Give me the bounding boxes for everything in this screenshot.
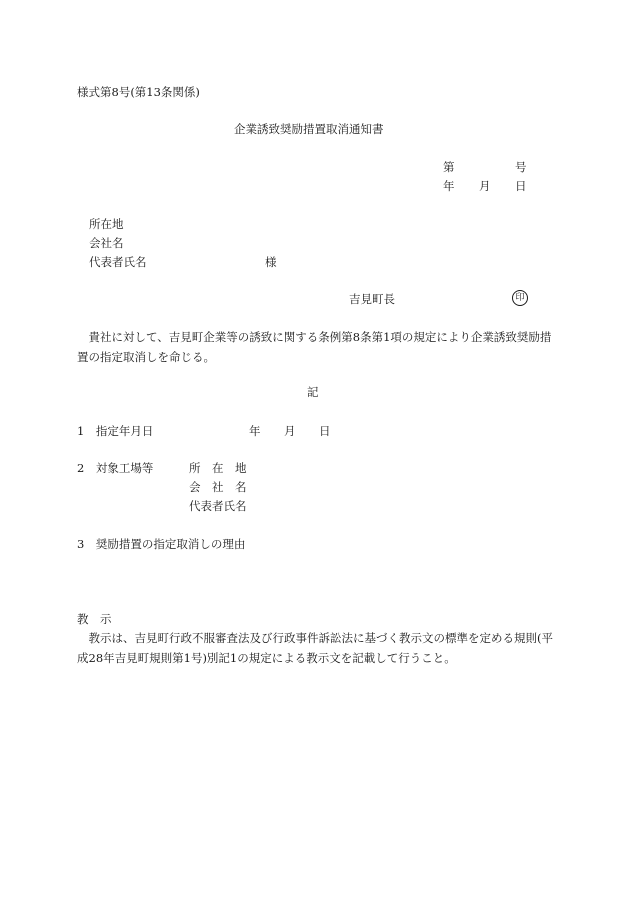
body-paragraph: 貴社に対して、吉見町企業等の誘致に関する条例第8条第1項の規定により企業誘致奨励措置の指定取消しを命じる。 (77, 330, 552, 364)
item3-label: 3 奨励措置の指定取消しの理由 (77, 537, 246, 551)
date-month: 月 (479, 179, 491, 193)
instruction-paragraph: 教示は、吉見町行政不服審査法及び行政事件訴訟法に基づく教示文の標準を定める規則(平成28年吉見町規則第1号)別記1の規定による教示文を記載して行うこと。 (77, 631, 553, 665)
number-prefix: 第 (443, 160, 455, 174)
instruction-heading: 教 示 (77, 612, 112, 626)
date-day: 日 (515, 179, 527, 193)
issuer-title: 吉見町長 (349, 292, 395, 306)
item1-label: 1 指定年月日 (77, 424, 154, 438)
item1-day: 日 (319, 424, 331, 438)
item2-label: 2 対象工場等 (77, 461, 154, 475)
document-title: 企業誘致奨励措置取消通知書 (234, 122, 384, 136)
date-year: 年 (443, 179, 455, 193)
item1-month: 月 (284, 424, 296, 438)
addressee-honorific: 様 (265, 255, 277, 269)
item1-year: 年 (249, 424, 261, 438)
addressee-representative-label: 代表者氏名 (89, 255, 147, 269)
item2-company: 会 社 名 (189, 480, 247, 494)
addressee-company-label: 会社名 (89, 236, 124, 250)
form-label: 様式第8号(第13条関係) (77, 85, 200, 99)
seal-mark: 印 (512, 290, 528, 306)
ki-heading: 記 (307, 385, 319, 399)
item2-location: 所 在 地 (189, 461, 247, 475)
number-suffix: 号 (515, 160, 527, 174)
item2-representative: 代表者氏名 (189, 499, 247, 513)
addressee-location-label: 所在地 (89, 217, 124, 231)
